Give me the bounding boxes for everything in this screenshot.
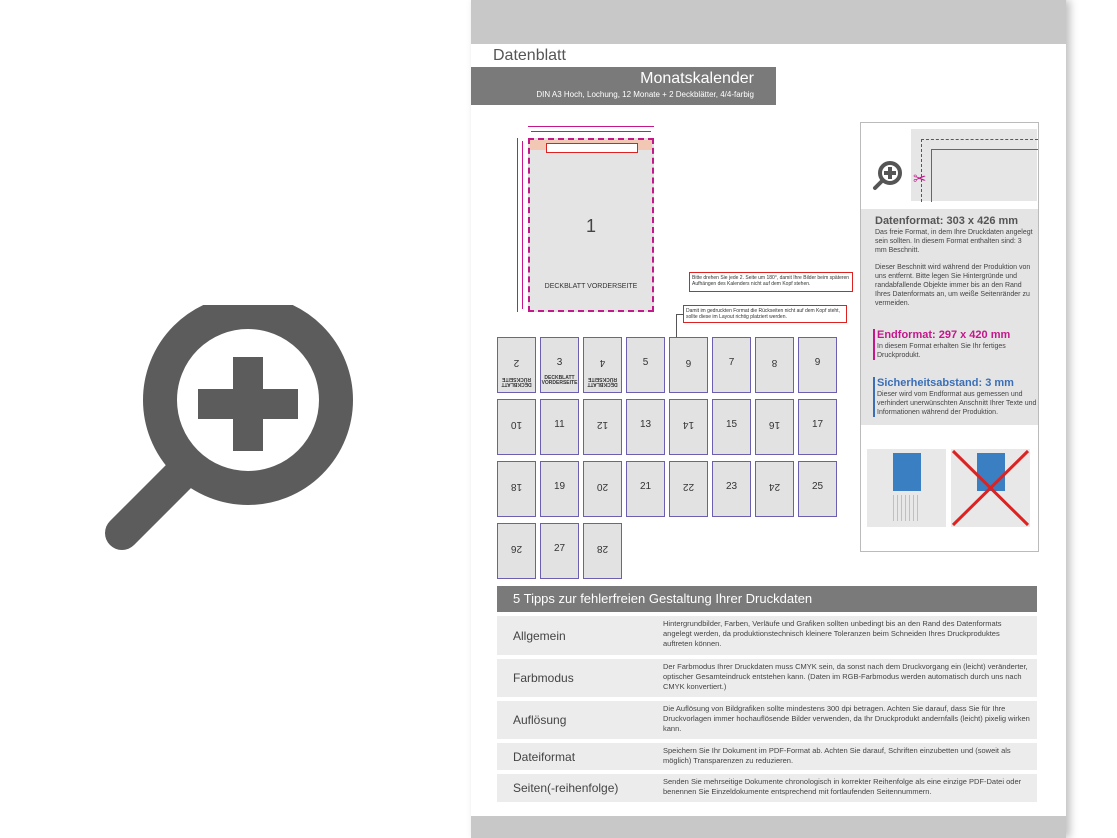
page-number: 6 [685,357,692,368]
calendar-page-tile [712,337,751,393]
calendar-page-tile [540,399,579,455]
page-number: 19 [553,481,566,492]
tips-label: Dateiformat [513,749,576,764]
bleed-preview [861,123,1038,207]
page-number: 16 [768,419,781,430]
cover-note [546,143,638,153]
sicherheit-title: Sicherheitsabstand: 3 mm [877,377,1014,389]
calendar-page-tile [798,461,837,517]
cross-out-icon [951,449,1030,527]
page-number: 11 [554,419,565,430]
tips-row [497,743,1037,770]
tips-label: Auflösung [513,713,567,727]
datenformat-block [875,215,1035,308]
calendar-page-tile [583,461,622,517]
page-number: 10 [510,419,523,430]
width-dimension-line-inner [531,131,651,132]
endformat-text: In diesem Format erhalten Sie Ihr fertiges Druckprodukt. [877,343,1006,359]
calendar-page-tile [497,523,536,579]
calendar-page-tile [497,337,536,393]
datenformat-text-2: Dieser Beschnitt wird während der Produktion von uns entfernt. Bitte legen Sie Hintergründe und randabfallende Objekte immer bis an den Rand Ihres Datenformats an, um weiße Seitenränder zu vermeiden. [875,264,1031,307]
page-number: 5 [642,357,649,368]
page-number: 17 [811,419,824,430]
page-number: 4 [599,357,606,368]
page-sublabel: DECKBLATT RÜCKSEITE [587,376,618,387]
tips-text: Die Auflösung von Bildgrafiken sollte mindestens 300 dpi betragen. Achten Sie darauf, dass Sie für Ihre Druckvorlagen immer hochauflösende Bilder verwenden, da Ihr Druckprodukt andernfalls (leicht) pixelig wirken kann. [663,704,1030,733]
tips-row [497,774,1037,802]
tips-row [497,701,1037,739]
scissors-icon: ✂ [913,171,927,188]
page-number: 24 [768,481,781,492]
wrong-example-image [951,449,1030,527]
datenformat-title: Datenformat: 303 x 426 mm [875,215,1019,227]
calendar-page-tile [497,399,536,455]
tips-label: Allgemein [513,628,566,643]
page-number: 25 [811,481,824,492]
page-number: 9 [814,357,821,368]
tips-label: Seiten(-reihenfolge) [513,781,619,795]
calendar-page-tile [798,337,837,393]
calendar-page-tile [583,337,622,393]
cover-page-number: 1 [585,216,596,236]
calendar-page-tile [755,399,794,455]
tips-text: Hintergrundbilder, Farben, Verläufe und Grafiken sollten unbedingt bis an den Rand des Datenformats angelegt werden, da produktionstechnisch kleinere Toleranzen beim Schneiden Ihres Druckproduktes auftreten können. [663,619,1002,648]
note-connector [676,314,684,337]
tips-text: Senden Sie mehrseitige Dokumente chronologisch in korrekter Reihenfolge als eine einzige PDF-Datei oder benennen Sie Einzeldokumente entsprechend mit fortlaufenden Seitennummern. [663,777,1022,796]
tips-text: Speichern Sie Ihr Dokument im PDF-Format ab. Achten Sie darauf, Schriften einzubetten und (soweit als möglich) Transparenzen zu reduzieren. [663,746,1011,765]
page-number: 2 [513,357,520,368]
page-number: 8 [771,357,778,368]
calendar-page-tile [755,337,794,393]
calendar-page-tile [540,523,579,579]
page-bottom-band [471,816,1066,838]
calendar-page-tile [626,461,665,517]
calendar-page-tile [540,461,579,517]
calendar-page-tile [497,461,536,517]
page-number: 12 [596,419,609,430]
page-number: 3 [556,357,563,368]
height-dimension-line-inner [522,141,523,309]
height-dimension-line [517,138,518,312]
sicherheit-text: Dieser wird vom Endformat aus gemessen und verhindert unerwünschten Anschnitt Ihrer Texte und Informationen während der Produktion. [877,391,1037,416]
page-number: 28 [596,543,609,554]
page-number: 22 [682,481,695,492]
calendar-page-tile [669,337,708,393]
page-number: 21 [639,481,652,492]
calendar-page-tile [755,461,794,517]
format-info-panel [860,122,1039,552]
page-subtitle: DIN A3 Hoch, Lochung, 12 Monate + 2 Deckblätter, 4/4-farbig [536,90,754,99]
endformat-title: Endformat: 297 x 420 mm [877,329,1011,341]
zoom-in-icon-small[interactable] [871,159,905,193]
page-title: Monatskalender [640,70,754,87]
page-number: 14 [682,419,695,430]
datasheet-page [471,0,1066,838]
endformat-block [873,329,1037,360]
page-number: 7 [728,357,735,368]
calendar-page-tile [540,337,579,393]
calendar-page-tile [669,399,708,455]
calendar-page-tile [669,461,708,517]
tips-table [497,586,1037,802]
calendar-page-tile [626,399,665,455]
sicherheit-block [873,377,1037,417]
page-sublabel: DECKBLATT RÜCKSEITE [501,376,532,387]
title-bar [471,67,776,105]
calendar-page-tile [583,399,622,455]
calendar-page-tile [712,399,751,455]
calendar-page-tile [626,337,665,393]
cover-page-label: DECKBLATT VORDERSEITE [544,283,638,290]
calendar-page-tile [583,523,622,579]
tips-row [497,659,1037,697]
calendar-page-tile [798,399,837,455]
rotate-note: Bitte drehen Sie jede 2. Seite um 180°, damit Ihre Bilder beim späteren Aufhängen des Kalenders nicht auf dem Kopf stehen. [689,272,853,292]
page-number: 13 [639,419,652,430]
margin-note: Damit im gedruckten Format die Rückseiten nicht auf dem Kopf steht, sollte diese im Layout richtig platziert werden. [683,305,847,323]
cover-front-page [528,138,654,312]
tips-text: Der Farbmodus Ihrer Druckdaten muss CMYK sein, da sonst nach dem Druckvorgang ein (leicht) veränderter, optischer Gesamteindruck entstehen kann. (Daten im RGB-Farbmodus werden automatisch durch uns nach CMYK konvertiert.) [663,662,1028,691]
sicherheit-edge [931,149,1038,202]
page-number: 26 [510,543,523,554]
datenformat-text: Das freie Format, in dem Ihre Druckdaten angelegt sein sollten. In diesem Format enthalten sind: 3 mm Beschnitt. [875,229,1033,254]
tips-row [497,616,1037,655]
tips-label: Farbmodus [513,671,574,685]
page-number: 27 [553,543,566,554]
page-number: 15 [725,419,738,430]
page-sublabel: DECKBLATT VORDERSEITE [541,375,578,386]
calendar-photo [893,453,921,491]
page-number: 20 [596,481,609,492]
correct-example-image [867,449,946,527]
datasheet-tab: Datenblatt [471,46,591,66]
page-top-band [471,0,1066,44]
page-number: 23 [725,481,738,492]
zoom-in-icon[interactable] [100,305,360,555]
width-dimension-line [528,126,654,127]
tips-heading: 5 Tipps zur fehlerfreien Gestaltung Ihrer Druckdaten [497,586,1037,612]
calendar-page-tile [712,461,751,517]
page-number: 18 [510,481,523,492]
calendar-grid [893,495,921,521]
bleed-corner-view [911,129,1037,201]
